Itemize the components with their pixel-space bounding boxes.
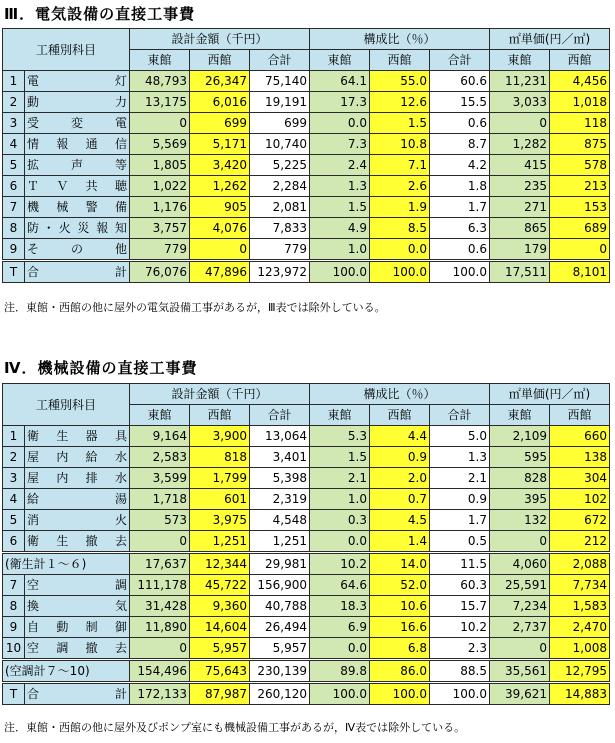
table-row [3, 447, 610, 468]
row-label: 屋内排水 [25, 468, 130, 489]
unit-west-cell: 0 [550, 239, 610, 261]
east-header: 東館 [490, 405, 550, 426]
cost-west-cell: 699 [190, 113, 250, 134]
ratio-west-cell: 55.0 [370, 71, 430, 92]
cost-west-cell: 9,360 [190, 596, 250, 617]
unit-east-cell: 11,231 [490, 71, 550, 92]
cost-west-cell: 1,262 [190, 176, 250, 197]
ratio-total-cell: 1.8 [430, 176, 490, 197]
ratio-total-cell: 0.6 [430, 239, 490, 261]
header-row [3, 384, 610, 405]
cost-west-cell: 1,799 [190, 468, 250, 489]
row-number: T [3, 683, 25, 705]
unit-west-cell: 153 [550, 197, 610, 218]
table-row [3, 92, 610, 113]
ratio-west-cell: 4.4 [370, 426, 430, 447]
row-label: 自動制御 [25, 617, 130, 638]
electrical-cost-table [2, 28, 610, 283]
ratio-west-cell: 0.9 [370, 447, 430, 468]
ratio-total-cell: 60.3 [430, 575, 490, 596]
row-number: 9 [3, 239, 25, 261]
table-row [3, 638, 610, 660]
cost-west-cell: 87,987 [190, 683, 250, 705]
unit-east-cell: 3,033 [490, 92, 550, 113]
ratio-total-cell: 0.5 [430, 531, 490, 553]
table-row [3, 197, 610, 218]
subtotal-row [3, 660, 610, 683]
unit-east-cell: 271 [490, 197, 550, 218]
ratio-total-cell: 8.7 [430, 134, 490, 155]
cost-total-cell: 230,139 [250, 660, 310, 683]
subtotal-row [3, 553, 610, 575]
row-number: 5 [3, 155, 25, 176]
ratio-east-cell: 100.0 [310, 261, 370, 283]
row-number: 3 [3, 468, 25, 489]
total-header: 合計 [250, 405, 310, 426]
section3-title: Ⅲ．電気設備の直接工事費 [4, 5, 196, 23]
ratio-total-cell: 100.0 [430, 683, 490, 705]
ratio-west-cell: 100.0 [370, 683, 430, 705]
cost-west-cell: 26,347 [190, 71, 250, 92]
ratio-west-cell: 0.0 [370, 239, 430, 261]
cost-west-cell: 1,251 [190, 531, 250, 553]
cost-west-cell: 905 [190, 197, 250, 218]
ratio-east-cell: 4.9 [310, 218, 370, 239]
unit-east-cell: 828 [490, 468, 550, 489]
subtotal-label: (空調計７～10) [3, 660, 130, 683]
row-number: 6 [3, 176, 25, 197]
cost-east-cell: 1,718 [130, 489, 190, 510]
ratio-east-cell: 1.3 [310, 176, 370, 197]
unit-east-cell: 179 [490, 239, 550, 261]
table-row [3, 155, 610, 176]
cost-west-cell: 45,722 [190, 575, 250, 596]
east-header: 東館 [310, 405, 370, 426]
cost-east-cell: 5,569 [130, 134, 190, 155]
cost-east-cell: 779 [130, 239, 190, 261]
ratio-west-cell: 6.8 [370, 638, 430, 660]
ratio-east-cell: 64.6 [310, 575, 370, 596]
cost-group-header: 設計金額（千円） [130, 384, 310, 405]
ratio-east-cell: 89.8 [310, 660, 370, 683]
row-label: 給湯 [25, 489, 130, 510]
cost-west-cell: 3,900 [190, 426, 250, 447]
ratio-total-cell: 60.6 [430, 71, 490, 92]
unit-east-cell: 132 [490, 510, 550, 531]
cost-east-cell: 3,757 [130, 218, 190, 239]
ratio-east-cell: 10.2 [310, 553, 370, 575]
ratio-total-cell: 88.5 [430, 660, 490, 683]
cost-total-cell: 699 [250, 113, 310, 134]
west-header: 西館 [550, 405, 610, 426]
row-number: 1 [3, 71, 25, 92]
cost-east-cell: 172,133 [130, 683, 190, 705]
total-header: 合計 [430, 405, 490, 426]
row-number: 7 [3, 575, 25, 596]
table-row [3, 176, 610, 197]
unit-west-cell: 2,470 [550, 617, 610, 638]
ratio-east-cell: 7.3 [310, 134, 370, 155]
ratio-west-cell: 12.6 [370, 92, 430, 113]
ratio-east-cell: 1.0 [310, 489, 370, 510]
cost-west-cell: 601 [190, 489, 250, 510]
cost-total-cell: 5,225 [250, 155, 310, 176]
cost-total-cell: 1,251 [250, 531, 310, 553]
row-label: 合計 [25, 683, 130, 705]
cost-west-cell: 0 [190, 239, 250, 261]
cost-west-cell: 5,171 [190, 134, 250, 155]
cost-total-cell: 26,494 [250, 617, 310, 638]
unit-west-cell: 1,008 [550, 638, 610, 660]
west-header: 西館 [190, 405, 250, 426]
cost-total-cell: 19,191 [250, 92, 310, 113]
unit-east-cell: 17,511 [490, 261, 550, 283]
unit-west-cell: 212 [550, 531, 610, 553]
ratio-west-cell: 1.5 [370, 113, 430, 134]
table-row [3, 531, 610, 553]
table-row [3, 489, 610, 510]
ratio-east-cell: 18.3 [310, 596, 370, 617]
total-header: 合計 [250, 50, 310, 71]
cost-east-cell: 0 [130, 531, 190, 553]
cost-east-cell: 3,599 [130, 468, 190, 489]
table-row [3, 510, 610, 531]
unit-price-group-header: ㎡単価(円／㎡) [490, 29, 610, 50]
ratio-east-cell: 0.0 [310, 531, 370, 553]
ratio-east-cell: 0.3 [310, 510, 370, 531]
unit-east-cell: 0 [490, 113, 550, 134]
row-label: 屋内給水 [25, 447, 130, 468]
unit-west-cell: 138 [550, 447, 610, 468]
unit-east-cell: 865 [490, 218, 550, 239]
row-number: 4 [3, 489, 25, 510]
ratio-east-cell: 2.4 [310, 155, 370, 176]
cost-east-cell: 13,175 [130, 92, 190, 113]
unit-west-cell: 2,088 [550, 553, 610, 575]
ratio-west-cell: 8.5 [370, 218, 430, 239]
ratio-west-cell: 7.1 [370, 155, 430, 176]
mechanical-cost-table [2, 383, 610, 705]
cost-east-cell: 1,176 [130, 197, 190, 218]
row-label: その他 [25, 239, 130, 261]
unit-west-cell: 578 [550, 155, 610, 176]
row-label: 情報通信 [25, 134, 130, 155]
unit-west-cell: 1,018 [550, 92, 610, 113]
cost-east-cell: 31,428 [130, 596, 190, 617]
ratio-east-cell: 0.0 [310, 638, 370, 660]
ratio-total-cell: 1.7 [430, 510, 490, 531]
unit-east-cell: 1,282 [490, 134, 550, 155]
east-header: 東館 [130, 405, 190, 426]
table-row [3, 134, 610, 155]
ratio-total-cell: 5.0 [430, 426, 490, 447]
row-label: 機械警備 [25, 197, 130, 218]
row-number: 7 [3, 197, 25, 218]
unit-east-cell: 2,109 [490, 426, 550, 447]
ratio-total-cell: 100.0 [430, 261, 490, 283]
ratio-east-cell: 100.0 [310, 683, 370, 705]
table-row [3, 218, 610, 239]
section4-title: Ⅳ．機械設備の直接工事費 [4, 359, 198, 377]
cost-east-cell: 1,805 [130, 155, 190, 176]
category-header: 工種別科目 [3, 384, 130, 426]
unit-west-cell: 12,795 [550, 660, 610, 683]
east-header: 東館 [130, 50, 190, 71]
west-header: 西館 [550, 50, 610, 71]
unit-west-cell: 672 [550, 510, 610, 531]
cost-west-cell: 818 [190, 447, 250, 468]
ratio-total-cell: 1.3 [430, 447, 490, 468]
row-number: T [3, 261, 25, 283]
unit-west-cell: 118 [550, 113, 610, 134]
cost-east-cell: 2,583 [130, 447, 190, 468]
cost-west-cell: 47,896 [190, 261, 250, 283]
ratio-west-cell: 16.6 [370, 617, 430, 638]
unit-east-cell: 395 [490, 489, 550, 510]
ratio-total-cell: 0.9 [430, 489, 490, 510]
ratio-west-cell: 1.4 [370, 531, 430, 553]
total-row [3, 683, 610, 705]
cost-total-cell: 779 [250, 239, 310, 261]
unit-east-cell: 39,621 [490, 683, 550, 705]
row-label: 衛生器具 [25, 426, 130, 447]
ratio-east-cell: 2.1 [310, 468, 370, 489]
east-header: 東館 [490, 50, 550, 71]
unit-west-cell: 875 [550, 134, 610, 155]
cost-total-cell: 13,064 [250, 426, 310, 447]
subtotal-label: (衛生計１～６) [3, 553, 130, 575]
row-label: 拡声等 [25, 155, 130, 176]
row-number: 6 [3, 531, 25, 553]
ratio-east-cell: 6.9 [310, 617, 370, 638]
ratio-group-header: 構成比（％） [310, 384, 490, 405]
row-label: 空調 [25, 575, 130, 596]
cost-west-cell: 75,643 [190, 660, 250, 683]
ratio-west-cell: 10.6 [370, 596, 430, 617]
unit-west-cell: 660 [550, 426, 610, 447]
table-row [3, 468, 610, 489]
ratio-total-cell: 0.6 [430, 113, 490, 134]
ratio-total-cell: 6.3 [430, 218, 490, 239]
cost-west-cell: 5,957 [190, 638, 250, 660]
ratio-east-cell: 17.3 [310, 92, 370, 113]
cost-east-cell: 11,890 [130, 617, 190, 638]
unit-price-group-header: ㎡単価(円／㎡) [490, 384, 610, 405]
category-header: 工種別科目 [3, 29, 130, 71]
unit-east-cell: 25,591 [490, 575, 550, 596]
cost-total-cell: 3,401 [250, 447, 310, 468]
cost-west-cell: 3,975 [190, 510, 250, 531]
ratio-east-cell: 0.0 [310, 113, 370, 134]
table-row [3, 239, 610, 261]
row-number: 3 [3, 113, 25, 134]
row-label: 衛生撤去 [25, 531, 130, 553]
cost-total-cell: 5,398 [250, 468, 310, 489]
row-number: 9 [3, 617, 25, 638]
cost-total-cell: 123,972 [250, 261, 310, 283]
ratio-east-cell: 1.5 [310, 197, 370, 218]
cost-west-cell: 4,076 [190, 218, 250, 239]
unit-east-cell: 2,737 [490, 617, 550, 638]
table-row [3, 113, 610, 134]
cost-total-cell: 29,981 [250, 553, 310, 575]
unit-west-cell: 8,101 [550, 261, 610, 283]
unit-west-cell: 14,883 [550, 683, 610, 705]
table-row [3, 596, 610, 617]
row-label: ＴＶ共聴 [25, 176, 130, 197]
unit-west-cell: 304 [550, 468, 610, 489]
ratio-east-cell: 1.5 [310, 447, 370, 468]
unit-east-cell: 415 [490, 155, 550, 176]
west-header: 西館 [370, 405, 430, 426]
ratio-west-cell: 1.9 [370, 197, 430, 218]
unit-east-cell: 595 [490, 447, 550, 468]
row-number: 8 [3, 218, 25, 239]
unit-east-cell: 4,060 [490, 553, 550, 575]
total-row [3, 261, 610, 283]
row-number: 2 [3, 92, 25, 113]
unit-west-cell: 1,583 [550, 596, 610, 617]
row-label: 空調撤去 [25, 638, 130, 660]
row-label: 換気 [25, 596, 130, 617]
unit-west-cell: 689 [550, 218, 610, 239]
cost-east-cell: 0 [130, 638, 190, 660]
ratio-group-header: 構成比（％） [310, 29, 490, 50]
ratio-total-cell: 2.1 [430, 468, 490, 489]
row-label: 防･火災報知 [25, 218, 130, 239]
cost-total-cell: 75,140 [250, 71, 310, 92]
unit-west-cell: 102 [550, 489, 610, 510]
cost-total-cell: 5,957 [250, 638, 310, 660]
ratio-west-cell: 0.7 [370, 489, 430, 510]
ratio-total-cell: 15.7 [430, 596, 490, 617]
unit-west-cell: 4,456 [550, 71, 610, 92]
unit-east-cell: 7,234 [490, 596, 550, 617]
cost-east-cell: 76,076 [130, 261, 190, 283]
cost-west-cell: 3,420 [190, 155, 250, 176]
ratio-east-cell: 64.1 [310, 71, 370, 92]
cost-east-cell: 48,793 [130, 71, 190, 92]
row-number: 2 [3, 447, 25, 468]
cost-total-cell: 2,319 [250, 489, 310, 510]
table-row [3, 617, 610, 638]
cost-east-cell: 17,637 [130, 553, 190, 575]
west-header: 西館 [190, 50, 250, 71]
ratio-west-cell: 10.8 [370, 134, 430, 155]
unit-east-cell: 0 [490, 638, 550, 660]
row-label: 電灯 [25, 71, 130, 92]
table-row [3, 71, 610, 92]
table-row [3, 575, 610, 596]
cost-east-cell: 154,496 [130, 660, 190, 683]
ratio-west-cell: 52.0 [370, 575, 430, 596]
ratio-west-cell: 2.6 [370, 176, 430, 197]
cost-west-cell: 14,604 [190, 617, 250, 638]
row-number: 5 [3, 510, 25, 531]
ratio-west-cell: 86.0 [370, 660, 430, 683]
row-label: 合計 [25, 261, 130, 283]
cost-total-cell: 2,081 [250, 197, 310, 218]
east-header: 東館 [310, 50, 370, 71]
cost-west-cell: 12,344 [190, 553, 250, 575]
ratio-west-cell: 2.0 [370, 468, 430, 489]
row-number: 10 [3, 638, 25, 660]
ratio-west-cell: 14.0 [370, 553, 430, 575]
cost-total-cell: 260,120 [250, 683, 310, 705]
ratio-total-cell: 1.7 [430, 197, 490, 218]
ratio-west-cell: 100.0 [370, 261, 430, 283]
cost-total-cell: 10,740 [250, 134, 310, 155]
row-label: 動力 [25, 92, 130, 113]
row-number: 1 [3, 426, 25, 447]
cost-total-cell: 156,900 [250, 575, 310, 596]
row-label: 消火 [25, 510, 130, 531]
cost-total-cell: 2,284 [250, 176, 310, 197]
cost-total-cell: 7,833 [250, 218, 310, 239]
row-label: 受変電 [25, 113, 130, 134]
cost-east-cell: 1,022 [130, 176, 190, 197]
section3-note: 注．東館・西館の他に屋外の電気設備工事があるが，Ⅲ表では除外している。 [4, 301, 386, 314]
cost-east-cell: 9,164 [130, 426, 190, 447]
unit-west-cell: 213 [550, 176, 610, 197]
ratio-east-cell: 5.3 [310, 426, 370, 447]
unit-east-cell: 235 [490, 176, 550, 197]
cost-west-cell: 6,016 [190, 92, 250, 113]
unit-east-cell: 0 [490, 531, 550, 553]
ratio-total-cell: 11.5 [430, 553, 490, 575]
ratio-total-cell: 15.5 [430, 92, 490, 113]
ratio-total-cell: 4.2 [430, 155, 490, 176]
unit-west-cell: 7,734 [550, 575, 610, 596]
cost-east-cell: 0 [130, 113, 190, 134]
ratio-east-cell: 1.0 [310, 239, 370, 261]
ratio-total-cell: 10.2 [430, 617, 490, 638]
cost-total-cell: 40,788 [250, 596, 310, 617]
cost-east-cell: 111,178 [130, 575, 190, 596]
total-header: 合計 [430, 50, 490, 71]
row-number: 4 [3, 134, 25, 155]
unit-east-cell: 35,561 [490, 660, 550, 683]
ratio-total-cell: 2.3 [430, 638, 490, 660]
cost-group-header: 設計金額（千円） [130, 29, 310, 50]
cost-east-cell: 573 [130, 510, 190, 531]
header-row [3, 29, 610, 50]
table-row [3, 426, 610, 447]
ratio-west-cell: 4.5 [370, 510, 430, 531]
row-number: 8 [3, 596, 25, 617]
west-header: 西館 [370, 50, 430, 71]
cost-total-cell: 4,548 [250, 510, 310, 531]
section4-note: 注．東館・西館の他に屋外及びポンプ室にも機械設備工事があるが，Ⅳ表では除外している。 [4, 721, 466, 734]
